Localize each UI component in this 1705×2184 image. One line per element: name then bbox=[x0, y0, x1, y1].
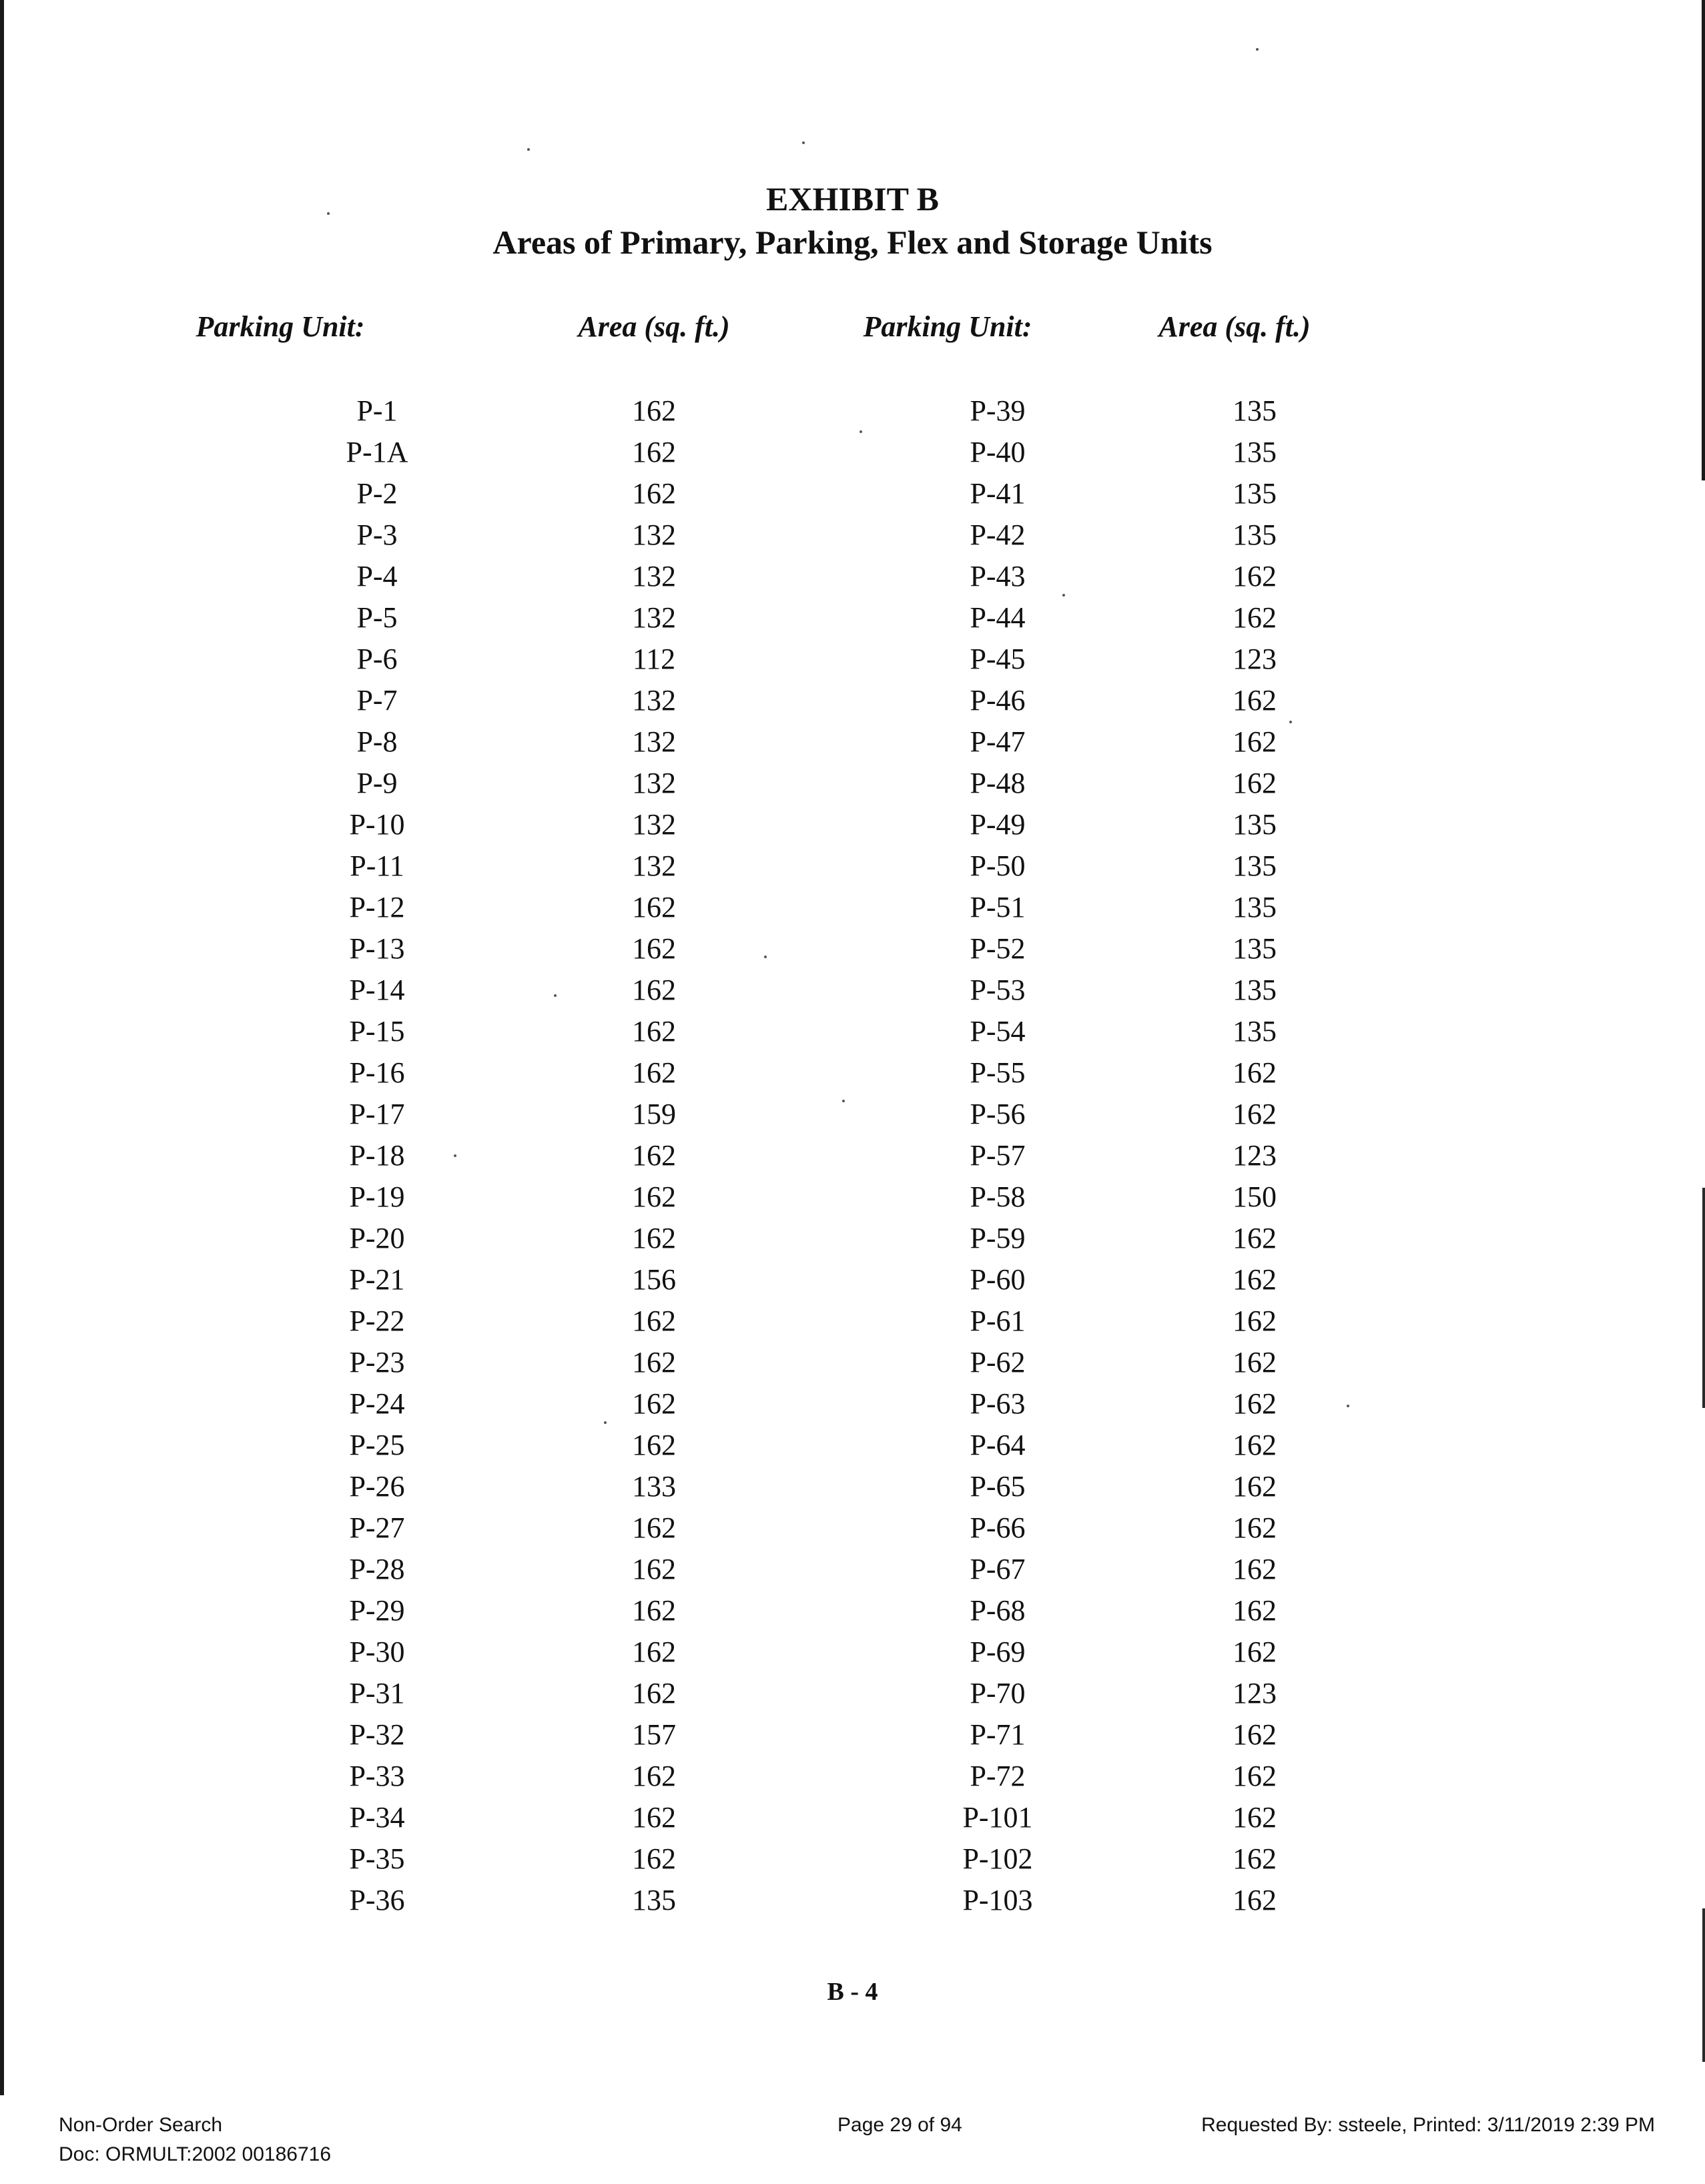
parking-unit-cell: P-65 bbox=[970, 1470, 1026, 1503]
parking-unit-cell: P-46 bbox=[970, 684, 1026, 717]
parking-unit-cell: P-57 bbox=[970, 1139, 1026, 1172]
parking-unit-cell: P-28 bbox=[349, 1553, 405, 1585]
parking-unit-cell: P-63 bbox=[970, 1387, 1026, 1420]
area-cell: 123 bbox=[1233, 643, 1277, 675]
parking-unit-cell: P-52 bbox=[970, 932, 1026, 965]
parking-unit-cell: P-15 bbox=[349, 1015, 405, 1048]
area-cell: 162 bbox=[632, 1180, 676, 1213]
parking-unit-cell: P-55 bbox=[970, 1056, 1026, 1089]
parking-unit-cell: P-43 bbox=[970, 560, 1026, 593]
parking-unit-cell: P-16 bbox=[349, 1056, 405, 1089]
parking-unit-cell: P-48 bbox=[970, 767, 1026, 799]
parking-unit-cell: P-102 bbox=[962, 1842, 1033, 1875]
area-cell: 162 bbox=[1233, 684, 1277, 717]
parking-unit-cell: P-56 bbox=[970, 1098, 1026, 1130]
parking-unit-cell: P-21 bbox=[349, 1263, 405, 1296]
scan-speck bbox=[802, 141, 805, 144]
area-cell: 162 bbox=[632, 1429, 676, 1461]
parking-unit-cell: P-51 bbox=[970, 891, 1026, 924]
footer-doc-id: Doc: ORMULT:2002 00186716 bbox=[59, 2143, 332, 2165]
area-cell: 135 bbox=[632, 1884, 676, 1916]
scan-speck bbox=[527, 148, 530, 151]
area-cell: 162 bbox=[1233, 1553, 1277, 1585]
area-cell: 162 bbox=[1233, 1635, 1277, 1668]
scan-speck bbox=[860, 430, 862, 433]
parking-unit-cell: P-33 bbox=[349, 1760, 405, 1792]
parking-unit-cell: P-14 bbox=[349, 974, 405, 1006]
area-cell: 162 bbox=[632, 932, 676, 965]
area-cell: 162 bbox=[632, 1677, 676, 1710]
area-cell: 112 bbox=[632, 643, 676, 675]
area-cell: 135 bbox=[1233, 808, 1277, 841]
parking-unit-cell: P-7 bbox=[356, 684, 398, 717]
parking-unit-cell: P-22 bbox=[349, 1305, 405, 1337]
area-cell: 132 bbox=[632, 767, 676, 799]
parking-unit-cell: P-19 bbox=[349, 1180, 405, 1213]
area-cell: 150 bbox=[1233, 1180, 1277, 1213]
area-cell: 162 bbox=[1233, 1842, 1277, 1875]
area-cell: 135 bbox=[1233, 518, 1277, 551]
area-cell: 132 bbox=[632, 808, 676, 841]
parking-unit-cell: P-70 bbox=[970, 1677, 1026, 1710]
area-cell: 159 bbox=[632, 1098, 676, 1130]
parking-unit-cell: P-31 bbox=[349, 1677, 405, 1710]
left-area-column bbox=[554, 394, 754, 1924]
parking-unit-cell: P-35 bbox=[349, 1842, 405, 1875]
parking-unit-cell: P-18 bbox=[349, 1139, 405, 1172]
parking-unit-cell: P-5 bbox=[356, 601, 398, 634]
area-cell: 162 bbox=[632, 1635, 676, 1668]
area-cell: 162 bbox=[1233, 767, 1277, 799]
parking-unit-cell: P-10 bbox=[349, 808, 405, 841]
area-cell: 162 bbox=[632, 1056, 676, 1089]
parking-unit-cell: P-17 bbox=[349, 1098, 405, 1130]
area-cell: 135 bbox=[1233, 849, 1277, 882]
parking-unit-cell: P-68 bbox=[970, 1594, 1026, 1627]
footer-search-type: Non-Order Search bbox=[59, 2114, 223, 2136]
area-cell: 162 bbox=[632, 1139, 676, 1172]
parking-unit-cell: P-1 bbox=[356, 394, 398, 427]
parking-unit-cell: P-9 bbox=[356, 767, 398, 799]
area-cell: 162 bbox=[1233, 1305, 1277, 1337]
area-cell: 133 bbox=[632, 1470, 676, 1503]
area-cell: 157 bbox=[632, 1718, 676, 1751]
parking-unit-cell: P-59 bbox=[970, 1222, 1026, 1254]
area-cell: 135 bbox=[1233, 1015, 1277, 1048]
parking-unit-cell: P-61 bbox=[970, 1305, 1026, 1337]
area-cell: 132 bbox=[632, 560, 676, 593]
parking-unit-cell: P-101 bbox=[962, 1801, 1033, 1834]
parking-unit-cell: P-8 bbox=[356, 725, 398, 758]
scan-speck bbox=[1256, 48, 1259, 51]
area-cell: 123 bbox=[1233, 1677, 1277, 1710]
parking-unit-cell: P-67 bbox=[970, 1553, 1026, 1585]
parking-unit-cell: P-11 bbox=[350, 849, 404, 882]
area-cell: 162 bbox=[632, 1760, 676, 1792]
parking-unit-cell: P-69 bbox=[970, 1635, 1026, 1668]
area-cell: 162 bbox=[1233, 1056, 1277, 1089]
parking-unit-cell: P-36 bbox=[349, 1884, 405, 1916]
area-cell: 162 bbox=[1233, 601, 1277, 634]
area-cell: 162 bbox=[632, 1801, 676, 1834]
area-cell: 162 bbox=[1233, 1263, 1277, 1296]
area-cell: 162 bbox=[632, 1387, 676, 1420]
area-cell: 135 bbox=[1233, 394, 1277, 427]
parking-unit-cell: P-23 bbox=[349, 1346, 405, 1379]
parking-unit-cell: P-60 bbox=[970, 1263, 1026, 1296]
parking-unit-cell: P-27 bbox=[349, 1511, 405, 1544]
area-cell: 135 bbox=[1233, 477, 1277, 510]
area-cell: 162 bbox=[1233, 1884, 1277, 1916]
area-cell: 162 bbox=[1233, 725, 1277, 758]
parking-unit-cell: P-64 bbox=[970, 1429, 1026, 1461]
header-area-right: Area (sq. ft.) bbox=[1158, 310, 1311, 343]
area-cell: 162 bbox=[1233, 1222, 1277, 1254]
parking-unit-cell: P-42 bbox=[970, 518, 1026, 551]
right-area-column bbox=[1154, 394, 1355, 1924]
area-cell: 162 bbox=[632, 1553, 676, 1585]
parking-unit-cell: P-66 bbox=[970, 1511, 1026, 1544]
parking-unit-cell: P-34 bbox=[349, 1801, 405, 1834]
area-cell: 132 bbox=[632, 684, 676, 717]
parking-unit-cell: P-72 bbox=[970, 1760, 1026, 1792]
page-label: B - 4 bbox=[827, 1978, 878, 2006]
area-cell: 123 bbox=[1233, 1139, 1277, 1172]
parking-unit-cell: P-71 bbox=[970, 1718, 1026, 1751]
area-cell: 162 bbox=[1233, 1346, 1277, 1379]
left-unit-column bbox=[277, 394, 477, 1924]
header-parking-unit-left: Parking Unit: bbox=[196, 310, 365, 343]
parking-unit-cell: P-54 bbox=[970, 1015, 1026, 1048]
scan-speck bbox=[764, 956, 767, 958]
header-parking-unit-right: Parking Unit: bbox=[863, 310, 1032, 343]
area-cell: 162 bbox=[1233, 560, 1277, 593]
area-cell: 162 bbox=[1233, 1098, 1277, 1130]
parking-unit-cell: P-40 bbox=[970, 436, 1026, 468]
parking-unit-cell: P-30 bbox=[349, 1635, 405, 1668]
parking-unit-cell: P-58 bbox=[970, 1180, 1026, 1213]
parking-unit-cell: P-24 bbox=[349, 1387, 405, 1420]
area-cell: 162 bbox=[1233, 1760, 1277, 1792]
parking-unit-cell: P-4 bbox=[356, 560, 398, 593]
area-cell: 135 bbox=[1233, 436, 1277, 468]
area-cell: 162 bbox=[1233, 1470, 1277, 1503]
area-cell: 135 bbox=[1233, 891, 1277, 924]
parking-unit-cell: P-41 bbox=[970, 477, 1026, 510]
parking-unit-cell: P-13 bbox=[349, 932, 405, 965]
area-cell: 135 bbox=[1233, 974, 1277, 1006]
area-cell: 132 bbox=[632, 518, 676, 551]
header-area-left: Area (sq. ft.) bbox=[578, 310, 730, 343]
area-cell: 162 bbox=[1233, 1801, 1277, 1834]
parking-unit-cell: P-53 bbox=[970, 974, 1026, 1006]
parking-unit-cell: P-12 bbox=[349, 891, 405, 924]
parking-unit-cell: P-39 bbox=[970, 394, 1026, 427]
area-cell: 162 bbox=[632, 1594, 676, 1627]
parking-unit-cell: P-50 bbox=[970, 849, 1026, 882]
area-cell: 162 bbox=[1233, 1594, 1277, 1627]
area-cell: 162 bbox=[1233, 1387, 1277, 1420]
parking-unit-cell: P-20 bbox=[349, 1222, 405, 1254]
area-cell: 156 bbox=[632, 1263, 676, 1296]
area-cell: 162 bbox=[632, 1842, 676, 1875]
footer-requested: Requested By: ssteele, Printed: 3/11/2019 2:39 PM bbox=[1201, 2114, 1655, 2136]
area-cell: 132 bbox=[632, 849, 676, 882]
area-cell: 162 bbox=[632, 1015, 676, 1048]
parking-unit-cell: P-47 bbox=[970, 725, 1026, 758]
parking-unit-cell: P-26 bbox=[349, 1470, 405, 1503]
area-cell: 162 bbox=[632, 974, 676, 1006]
area-cell: 162 bbox=[632, 1346, 676, 1379]
parking-unit-cell: P-25 bbox=[349, 1429, 405, 1461]
parking-unit-cell: P-6 bbox=[356, 643, 398, 675]
area-cell: 162 bbox=[1233, 1429, 1277, 1461]
parking-unit-cell: P-32 bbox=[349, 1718, 405, 1751]
right-unit-column bbox=[898, 394, 1098, 1924]
area-cell: 162 bbox=[632, 1511, 676, 1544]
area-cell: 162 bbox=[632, 891, 676, 924]
exhibit-subtitle: Areas of Primary, Parking, Flex and Storage Units bbox=[492, 224, 1213, 261]
area-cell: 162 bbox=[632, 1305, 676, 1337]
area-cell: 162 bbox=[632, 1222, 676, 1254]
area-cell: 162 bbox=[1233, 1718, 1277, 1751]
area-cell: 135 bbox=[1233, 932, 1277, 965]
parking-unit-cell: P-103 bbox=[962, 1884, 1033, 1916]
area-cell: 162 bbox=[632, 436, 676, 468]
area-cell: 132 bbox=[632, 725, 676, 758]
area-cell: 132 bbox=[632, 601, 676, 634]
area-cell: 162 bbox=[1233, 1511, 1277, 1544]
parking-unit-cell: P-1A bbox=[346, 436, 408, 468]
exhibit-title: EXHIBIT B bbox=[766, 180, 939, 218]
scan-edge-left bbox=[0, 0, 4, 2095]
scan-edge-right-mark bbox=[1702, 1188, 1705, 1408]
parking-unit-cell: P-44 bbox=[970, 601, 1026, 634]
area-cell: 162 bbox=[632, 394, 676, 427]
parking-unit-cell: P-3 bbox=[356, 518, 398, 551]
parking-unit-cell: P-49 bbox=[970, 808, 1026, 841]
parking-unit-cell: P-45 bbox=[970, 643, 1026, 675]
parking-unit-cell: P-29 bbox=[349, 1594, 405, 1627]
footer-page-info: Page 29 of 94 bbox=[837, 2114, 962, 2136]
area-cell: 162 bbox=[632, 477, 676, 510]
parking-unit-cell: P-2 bbox=[356, 477, 398, 510]
parking-unit-cell: P-62 bbox=[970, 1346, 1026, 1379]
scan-speck bbox=[842, 1100, 845, 1102]
